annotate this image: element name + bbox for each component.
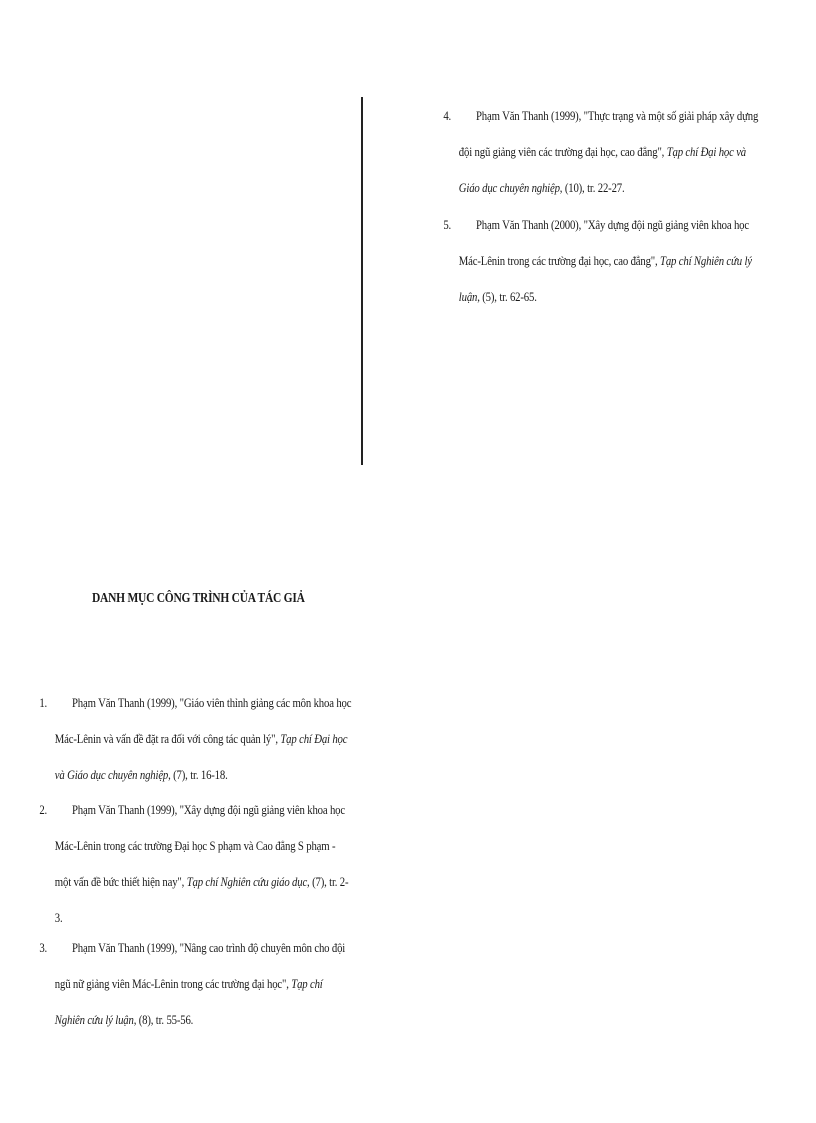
reference-number: 4. bbox=[443, 109, 452, 123]
reference-line: đội ngũ giảng viên các trường đại học, cao đẳng", Tạp chí Đại học và bbox=[458, 145, 747, 159]
reference-line: một vấn đề bức thiết hiện nay", Tạp chí Nghiên cứu giáo dục, (7), tr. 2- bbox=[54, 875, 349, 889]
reference-line: Phạm Văn Thanh (1999), "Nâng cao trình độ chuyên môn cho đội bbox=[72, 941, 346, 955]
reference-item-2 bbox=[39, 792, 388, 936]
reference-line: và Giáo dục chuyên nghiệp, (7), tr. 16-18. bbox=[54, 768, 228, 782]
reference-item-5 bbox=[443, 207, 796, 315]
reference-line: Nghiên cứu lý luận, (8), tr. 55-56. bbox=[54, 1013, 194, 1027]
reference-line: Phạm Văn Thanh (1999), "Thực trạng và một số giải pháp xây dựng bbox=[476, 109, 759, 123]
reference-item-1 bbox=[39, 685, 388, 793]
reference-number: 3. bbox=[39, 941, 48, 955]
reference-item-4 bbox=[443, 98, 796, 206]
column-divider bbox=[361, 97, 363, 465]
reference-number: 2. bbox=[39, 803, 48, 817]
reference-line: Phạm Văn Thanh (2000), "Xây dựng đội ngũ giảng viên khoa học bbox=[476, 218, 749, 232]
journal-name: Tạp chí Đại học và bbox=[666, 145, 747, 159]
journal-name: luận bbox=[458, 290, 478, 304]
reference-line: Phạm Văn Thanh (1999), "Xây dựng đội ngũ giảng viên khoa học bbox=[72, 803, 345, 817]
reference-line: Mác-Lênin trong các trường Đại học S phạm và Cao đẳng S phạm - bbox=[54, 839, 336, 853]
reference-line: Mác-Lênin và vấn đề đặt ra đối với công tác quản lý", Tạp chí Đại học bbox=[54, 732, 348, 746]
journal-name: Tạp chí Nghiên cứu giáo dục bbox=[186, 875, 308, 889]
reference-line: luận, (5), tr. 62-65. bbox=[458, 290, 537, 304]
reference-line: Mác-Lênin trong các trường đại học, cao đẳng", Tạp chí Nghiên cứu lý bbox=[458, 254, 752, 268]
reference-item-3 bbox=[39, 930, 388, 1038]
reference-line: Phạm Văn Thanh (1999), "Giáo viên thỉnh giảng các môn khoa học bbox=[72, 696, 352, 710]
reference-line: 3. bbox=[54, 911, 63, 925]
journal-name: Tạp chí bbox=[291, 977, 323, 991]
journal-name: và Giáo dục chuyên nghiệp bbox=[54, 768, 169, 782]
reference-line: ngũ nữ giảng viên Mác-Lênin trong các trường đại học", Tạp chí bbox=[54, 977, 323, 991]
reference-number: 5. bbox=[443, 218, 452, 232]
reference-number: 1. bbox=[39, 696, 48, 710]
reference-line: Giáo dục chuyên nghiệp, (10), tr. 22-27. bbox=[458, 181, 625, 195]
journal-name: Nghiên cứu lý luận bbox=[54, 1013, 134, 1027]
section-title: DANH MỤC CÔNG TRÌNH CỦA TÁC GIẢ bbox=[92, 591, 305, 606]
journal-name: Giáo dục chuyên nghiệp bbox=[458, 181, 560, 195]
journal-name: Tạp chí Đại học bbox=[280, 732, 348, 746]
journal-name: Tạp chí Nghiên cứu lý bbox=[660, 254, 752, 268]
